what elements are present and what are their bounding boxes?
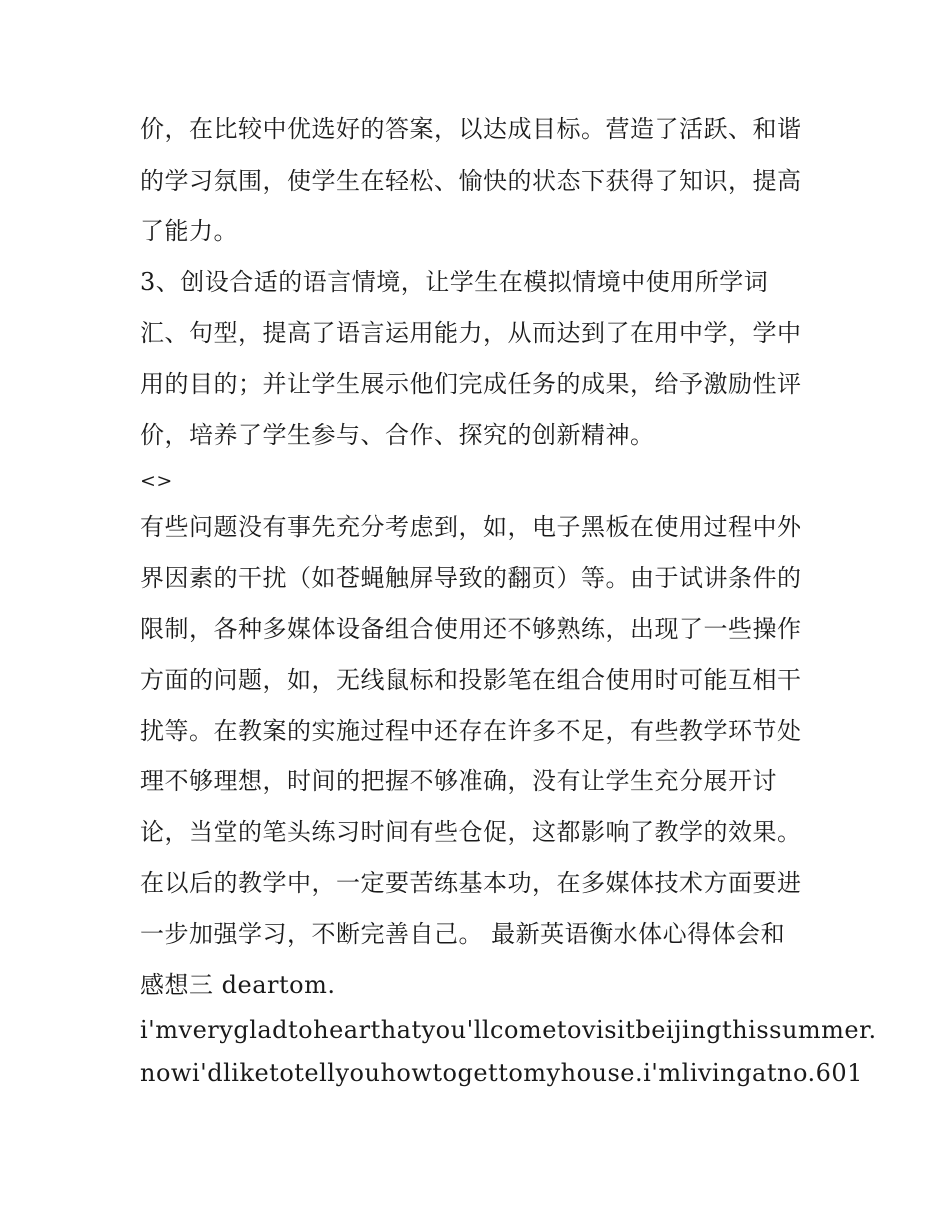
text-line: 在以后的教学中，一定要苦练基本功，在多媒体技术方面要进 bbox=[140, 869, 802, 897]
text-line: 论，当堂的笔头练习时间有些仓促，这都影响了教学的效果。 bbox=[140, 818, 802, 846]
text-line: <> bbox=[140, 470, 173, 492]
text-line: 价，培养了学生参与、合作、探究的创新精神。 bbox=[140, 421, 655, 449]
text-line: 了能力。 bbox=[140, 217, 238, 245]
text-line: 3、创设合适的语言情境，让学生在模拟情境中使用所学词 bbox=[140, 268, 769, 296]
text-line: 汇、句型，提高了语言运用能力，从而达到了在用中学，学中 bbox=[140, 319, 802, 347]
text-line: 价，在比较中优选好的答案，以达成目标。营造了活跃、和谐 bbox=[140, 115, 802, 143]
text-line: 限制，各种多媒体设备组合使用还不够熟练，出现了一些操作 bbox=[140, 615, 802, 643]
text-line: 有些问题没有事先充分考虑到，如，电子黑板在使用过程中外 bbox=[140, 513, 802, 541]
text-line: 界因素的干扰（如苍蝇触屏导致的翻页）等。由于试讲条件的 bbox=[140, 564, 802, 592]
text-line: i'mverygladtohearthatyou'llcometovisitbeijingthissummer. bbox=[140, 1016, 877, 1044]
text-line: 一步加强学习，不断完善自己。 最新英语衡水体心得体会和 bbox=[140, 920, 786, 948]
text-line: nowi'dliketotellyouhowtogettomyhouse.i'mlivingatno.601 bbox=[140, 1059, 863, 1087]
text-line: 的学习氛围，使学生在轻松、愉快的状态下获得了知识，提高 bbox=[140, 167, 802, 195]
text-line: 感想三 deartom. bbox=[140, 971, 336, 999]
text-line: 用的目的；并让学生展示他们完成任务的成果，给予激励性评 bbox=[140, 370, 802, 398]
text-line: 方面的问题，如，无线鼠标和投影笔在组合使用时可能互相干 bbox=[140, 666, 802, 694]
text-line: 理不够理想，时间的把握不够准确，没有让学生充分展开讨 bbox=[140, 767, 777, 795]
text-line: 扰等。在教案的实施过程中还存在许多不足，有些教学环节处 bbox=[140, 717, 802, 745]
